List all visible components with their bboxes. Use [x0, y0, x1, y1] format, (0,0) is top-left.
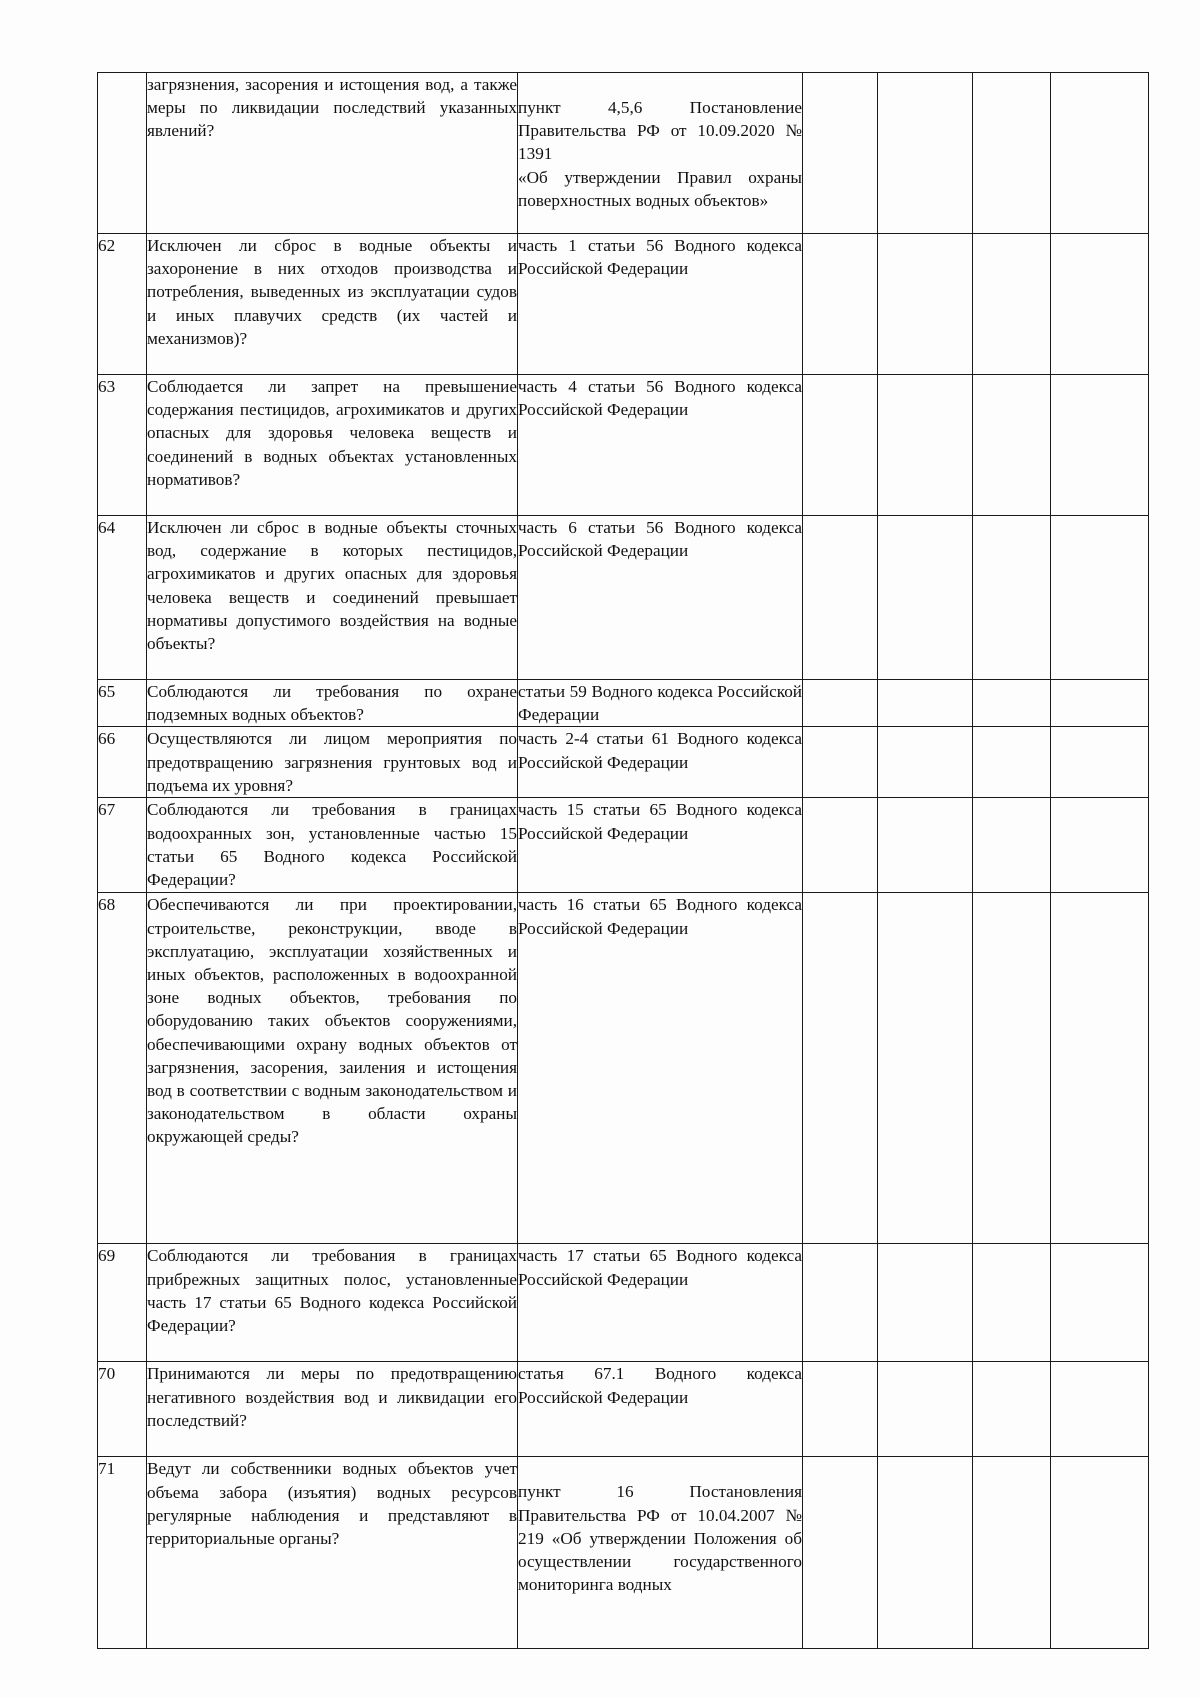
table-row: [98, 234, 1149, 375]
blank-cell: [1051, 1362, 1149, 1457]
blank-cell: [973, 893, 1051, 1244]
question-cell: [147, 1457, 518, 1649]
question-text: Обеспечиваются ли при проектировании, строительстве, реконструкции, вводе в эксплуатацию, эксплуатации хозяйственных и иных объектов, расположенных в водоохранной зоне водных объектов, требования по оборудованию таких объектов сооружениями, обеспечивающими охрану водных объектов от загрязнения, засорения, заиления и истощения вод в соответствии с водным законодательством и законодательством в области охраны окружающей среды?: [147, 895, 517, 1147]
row-number: 65: [98, 680, 147, 727]
reference-text: часть 15 статьи 65 Водного кодекса Российской Федерации: [518, 800, 802, 843]
blank-cell: [878, 893, 973, 1244]
blank-cell: [1051, 73, 1149, 234]
blank-cell: [878, 727, 973, 798]
reference-cell: [518, 516, 803, 680]
blank-cell: [878, 1457, 973, 1649]
reference-text: часть 2-4 статьи 61 Водного кодекса Российской Федерации: [518, 729, 802, 772]
blank-cell: [1051, 375, 1149, 516]
blank-cell: [803, 1362, 878, 1457]
blank-cell: [1051, 798, 1149, 893]
question-cell: [147, 234, 518, 375]
reference-text: часть 6 статьи 56 Водного кодекса Российской Федерации: [518, 518, 802, 561]
blank-cell: [973, 234, 1051, 375]
blank-cell: [878, 680, 973, 727]
row-number: 67: [98, 798, 147, 893]
blank-cell: [1051, 516, 1149, 680]
blank-cell: [803, 516, 878, 680]
table-row: [98, 1244, 1149, 1362]
question-cell: [147, 73, 518, 234]
blank-cell: [803, 1457, 878, 1649]
reference-cell: [518, 798, 803, 893]
table-body: [98, 73, 1149, 1649]
reference-text: часть 17 статьи 65 Водного кодекса Российской Федерации: [518, 1246, 802, 1289]
table-row: [98, 680, 1149, 727]
row-number: 63: [98, 375, 147, 516]
blank-cell: [878, 1244, 973, 1362]
row-number: [98, 73, 147, 234]
blank-cell: [803, 73, 878, 234]
reference-cell: [518, 680, 803, 727]
blank-cell: [973, 1457, 1051, 1649]
question-text: Исключен ли сброс в водные объекты сточных вод, содержание в которых пестицидов, агрохимикатов и других опасных для здоровья человека веществ и соединений превышает нормативы допустимого воздействия на водные объекты?: [147, 518, 517, 654]
question-text: Исключен ли сброс в водные объекты и захоронение в них отходов производства и потребления, выведенных из эксплуатации судов и иных плавучих средств (их частей и механизмов)?: [147, 236, 517, 348]
blank-cell: [1051, 893, 1149, 1244]
row-number: 71: [98, 1457, 147, 1649]
blank-cell: [973, 727, 1051, 798]
row-number: 69: [98, 1244, 147, 1362]
blank-cell: [803, 234, 878, 375]
blank-cell: [878, 798, 973, 893]
reference-cell: [518, 1244, 803, 1362]
table-row: [98, 1457, 1149, 1649]
reference-cell: [518, 73, 803, 234]
blank-cell: [1051, 727, 1149, 798]
question-text: Принимаются ли меры по предотвращению негативного воздействия вод и ликвидации его последствий?: [147, 1364, 517, 1430]
question-text: Соблюдаются ли требования в границах прибрежных защитных полос, установленные часть 17 статьи 65 Водного кодекса Российской Федерации?: [147, 1246, 517, 1336]
requirements-table: [97, 72, 1149, 1649]
table-row: [98, 375, 1149, 516]
blank-cell: [1051, 1457, 1149, 1649]
row-number: 70: [98, 1362, 147, 1457]
question-text: загрязнения, засорения и истощения вод, а также меры по ликвидации последствий указанных явлений?: [147, 75, 517, 141]
question-text: Соблюдаются ли требования в границах водоохранных зон, установленные частью 15 статьи 65 Водного кодекса Российской Федерации?: [147, 800, 517, 890]
table-row: [98, 727, 1149, 798]
blank-cell: [803, 727, 878, 798]
question-cell: [147, 1244, 518, 1362]
question-cell: [147, 798, 518, 893]
reference-cell: [518, 727, 803, 798]
reference-cell: [518, 375, 803, 516]
question-text: Осуществляются ли лицом мероприятия по предотвращению загрязнения грунтовых вод и подъема их уровня?: [147, 729, 517, 795]
blank-cell: [878, 73, 973, 234]
row-number: 68: [98, 893, 147, 1244]
question-cell: [147, 1362, 518, 1457]
blank-cell: [878, 516, 973, 680]
blank-cell: [973, 375, 1051, 516]
blank-cell: [803, 893, 878, 1244]
question-cell: [147, 375, 518, 516]
blank-cell: [973, 73, 1051, 234]
blank-cell: [878, 375, 973, 516]
question-text: Соблюдается ли запрет на превышение содержания пестицидов, агрохимикатов и других опасных для здоровья человека веществ и соединений в водных объектах установленных нормативов?: [147, 377, 517, 489]
reference-text: часть 1 статьи 56 Водного кодекса Российской Федерации: [518, 236, 802, 279]
reference-cell: [518, 893, 803, 1244]
table-row: [98, 893, 1149, 1244]
question-cell: [147, 680, 518, 727]
reference-text: часть 4 статьи 56 Водного кодекса Российской Федерации: [518, 377, 802, 420]
reference-cell: [518, 234, 803, 375]
blank-cell: [973, 798, 1051, 893]
reference-text: статьи 59 Водного кодекса Российской Федерации: [518, 682, 802, 725]
blank-cell: [973, 1362, 1051, 1457]
blank-cell: [1051, 234, 1149, 375]
question-cell: [147, 893, 518, 1244]
table-row: [98, 798, 1149, 893]
blank-cell: [803, 1244, 878, 1362]
row-number: 62: [98, 234, 147, 375]
reference-cell: [518, 1457, 803, 1649]
table-row: [98, 516, 1149, 680]
row-number: 64: [98, 516, 147, 680]
blank-cell: [973, 1244, 1051, 1362]
table-row: [98, 73, 1149, 234]
blank-cell: [803, 798, 878, 893]
row-number: 66: [98, 727, 147, 798]
blank-cell: [1051, 1244, 1149, 1362]
blank-cell: [973, 680, 1051, 727]
reference-cell: [518, 1362, 803, 1457]
blank-cell: [973, 516, 1051, 680]
blank-cell: [803, 680, 878, 727]
question-cell: [147, 727, 518, 798]
reference-text: пункт 16 Постановления Правительства РФ от 10.04.2007 № 219 «Об утверждении Положения об осуществлении государственного мониторинга водных: [518, 1482, 802, 1595]
question-cell: [147, 516, 518, 680]
reference-text: пункт 4,5,6 Постановление Правительства РФ от 10.09.2020 № 1391 «Об утверждении Правил охраны поверхностных водных объектов»: [518, 98, 802, 210]
blank-cell: [878, 1362, 973, 1457]
table-row: [98, 1362, 1149, 1457]
blank-cell: [1051, 680, 1149, 727]
blank-cell: [878, 234, 973, 375]
question-text: Соблюдаются ли требования по охране подземных водных объектов?: [147, 682, 517, 725]
reference-text: статья 67.1 Водного кодекса Российской Федерации: [518, 1364, 802, 1407]
question-text: Ведут ли собственники водных объектов учет объема забора (изъятия) водных ресурсов регулярные наблюдения и представляют в территориальные органы?: [147, 1459, 517, 1549]
reference-text: часть 16 статьи 65 Водного кодекса Российской Федерации: [518, 895, 802, 938]
blank-cell: [803, 375, 878, 516]
